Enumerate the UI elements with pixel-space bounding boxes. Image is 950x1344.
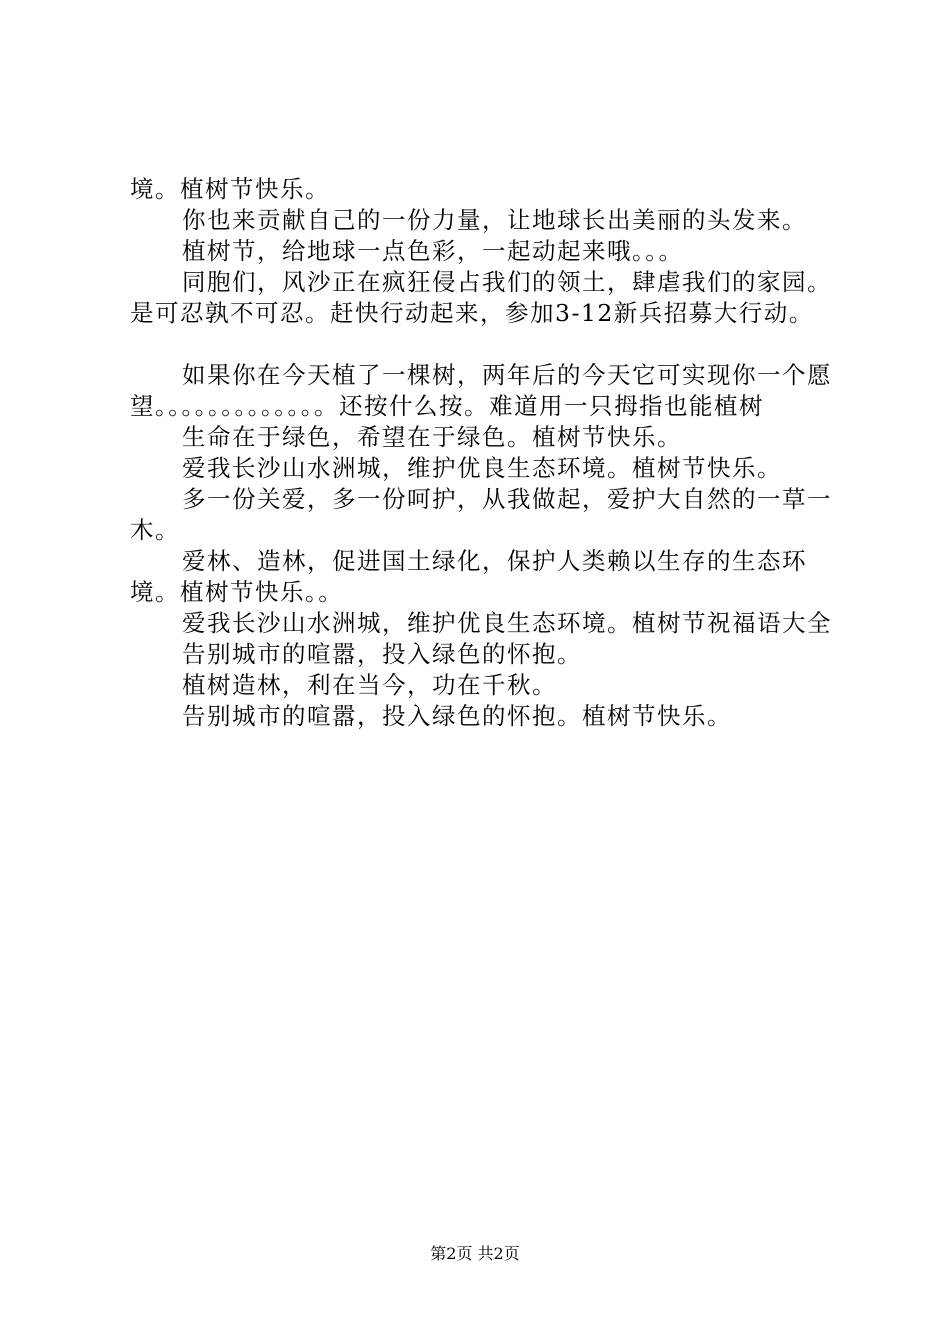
paragraph: 告别城市的喧嚣，投入绿色的怀抱。 — [182, 640, 582, 668]
paragraph: 爱我长沙山水洲城，维护优良生态环境。植树节快乐。 — [182, 454, 782, 482]
paragraph: 你也来贡献自己的一份力量，让地球长出美丽的头发来。 — [182, 206, 807, 234]
paragraph: 生命在于绿色，希望在于绿色。植树节快乐。 — [182, 423, 682, 451]
paragraph: 同胞们，风沙正在疯狂侵占我们的领土，肆虐我们的家园。是可忍孰不可忍。赶快行动起来，参加3-12新兵招募大行动。 — [130, 268, 832, 327]
paragraph: 植树节，给地球一点色彩，一起动起来哦。。。 — [182, 237, 684, 265]
document-body — [130, 174, 838, 732]
page-number-footer: 第2页 共2页 — [430, 1244, 520, 1263]
paragraph: 爱林、造林，促进国土绿化，保护人类赖以生存的生态环境。植树节快乐。。 — [130, 547, 807, 606]
paragraph: 多一份关爱，多一份呵护，从我做起，爱护大自然的一草一木。 — [130, 485, 832, 544]
paragraph: 如果你在今天植了一棵树，两年后的今天它可实现你一个愿望。。。。。。。。。。。。。还按什么按。难道用一只拇指也能植树 — [130, 361, 832, 420]
paragraph-continuation: 境。植树节快乐。 — [130, 175, 330, 203]
blank-line — [130, 329, 838, 360]
paragraph: 告别城市的喧嚣，投入绿色的怀抱。植树节快乐。 — [182, 702, 732, 730]
paragraph: 爱我长沙山水洲城，维护优良生态环境。植树节祝福语大全 — [182, 609, 832, 637]
paragraph: 植树造林，利在当今，功在千秋。 — [182, 671, 557, 699]
